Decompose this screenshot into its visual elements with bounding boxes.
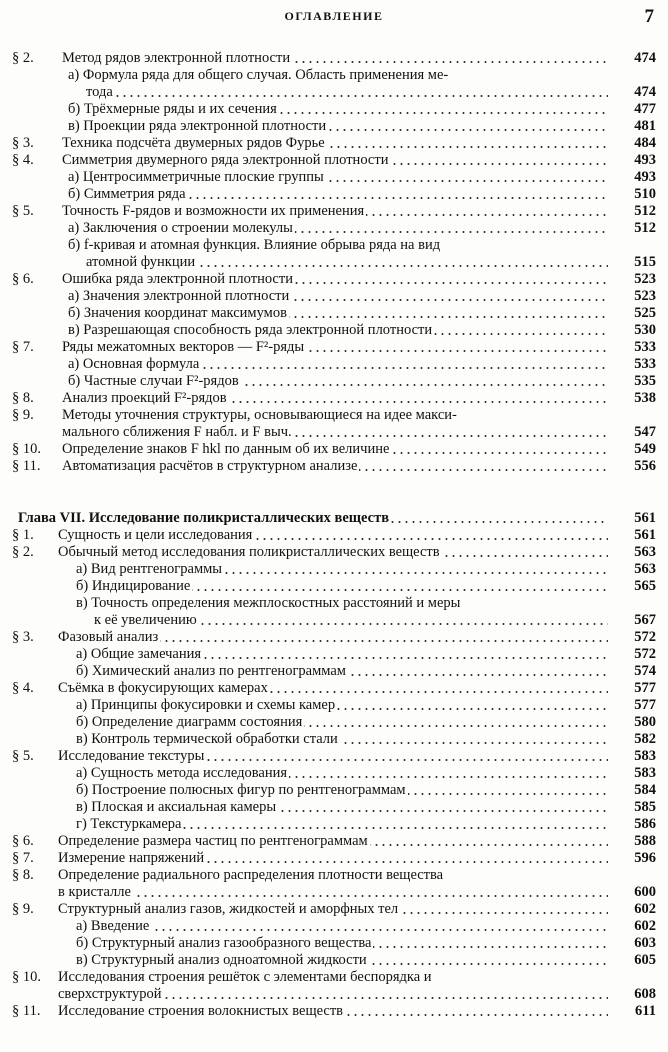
- toc-section: [0, 867, 668, 884]
- toc-entry-title: а) Введение: [76, 918, 608, 935]
- toc-section: [0, 458, 668, 475]
- toc-page-number: 602: [634, 918, 656, 934]
- toc-section: [0, 901, 668, 918]
- toc-page-number: 563: [634, 561, 656, 577]
- toc-subsection: [0, 697, 668, 714]
- toc-entry-title: Метод рядов электронной плотности: [62, 50, 608, 67]
- toc-subsection: [0, 816, 668, 833]
- toc-page-number: 512: [634, 203, 656, 219]
- toc-page-number: 586: [634, 816, 656, 832]
- toc-subsection: [0, 612, 668, 629]
- toc-entry-title: Структурный анализ газов, жидкостей и аморфных тел: [58, 901, 608, 918]
- toc-entry-title: Сущность и цели исследования: [58, 527, 608, 544]
- toc-section-number: § 11.: [12, 458, 41, 474]
- toc-page-number: 535: [634, 373, 656, 389]
- toc-entry-title: а) Вид рентгенограммы: [76, 561, 608, 578]
- toc-page-number: 538: [634, 390, 656, 406]
- toc-subsection: [0, 67, 668, 84]
- toc-section-number: § 9.: [12, 901, 34, 917]
- toc-page-number: 512: [634, 220, 656, 236]
- toc-page-number: 577: [634, 680, 656, 696]
- toc-page-number: 588: [634, 833, 656, 849]
- toc-subsection: [0, 646, 668, 663]
- toc-section: [0, 203, 668, 220]
- toc-entry-title: Методы уточнения структуры, основывающиеся на идее макси-: [62, 407, 457, 423]
- toc-subsection: [0, 918, 668, 935]
- toc-page-number: 549: [634, 441, 656, 457]
- toc-entry-title: б) Построение полюсных фигур по рентгенограммам: [76, 782, 608, 799]
- toc-page-number: 533: [634, 356, 656, 372]
- toc-page-number: 577: [634, 697, 656, 713]
- toc-entry-title: Ряды межатомных векторов — F²-ряды: [62, 339, 608, 356]
- toc-subsection: [0, 782, 668, 799]
- toc-entry-title: б) Химический анализ по рентгенограммам: [76, 663, 608, 680]
- toc-page-number: 477: [634, 101, 656, 117]
- toc-page-number: 515: [634, 254, 656, 270]
- toc-page-number: 561: [634, 510, 656, 526]
- toc-page-number: 585: [634, 799, 656, 815]
- toc-entry-title: Исследование текстуры: [58, 748, 608, 765]
- toc-subsection: [0, 186, 668, 203]
- toc-page-number: 523: [634, 288, 656, 304]
- toc-entry-title: Фазовый анализ: [58, 629, 608, 646]
- toc-subsection: [0, 884, 668, 901]
- toc-entry-title: сверхструктурой: [58, 986, 608, 1003]
- toc-subsection: [0, 424, 668, 441]
- toc-page-number: 547: [634, 424, 656, 440]
- toc-page-number: 572: [634, 646, 656, 662]
- toc-subsection: [0, 663, 668, 680]
- toc-page-number: 523: [634, 271, 656, 287]
- toc-section: [0, 407, 668, 424]
- toc-page-number: 474: [634, 50, 656, 66]
- toc-page-number: 584: [634, 782, 656, 798]
- toc-page-number: 525: [634, 305, 656, 321]
- running-title: ОГЛАВЛЕНИЕ: [284, 9, 384, 23]
- toc-subsection: [0, 84, 668, 101]
- toc-entry-title: в) Разрешающая способность ряда электронной плотности: [68, 322, 608, 339]
- toc-entry-title: а) Сущность метода исследования: [76, 765, 608, 782]
- toc-section-number: § 3.: [12, 629, 34, 645]
- toc-page-number: 600: [634, 884, 656, 900]
- toc-entry-title: Определение размера частиц по рентгенограммам: [58, 833, 608, 850]
- toc-entry-title: а) Формула ряда для общего случая. Область применения ме-: [68, 67, 449, 83]
- toc-entry-title: а) Значения электронной плотности: [68, 288, 608, 305]
- toc-subsection: [0, 578, 668, 595]
- toc-entry-title: б) Значения координат максимумов: [68, 305, 608, 322]
- toc-entry-title: тода: [86, 84, 608, 101]
- toc-entry-title: Обычный метод исследования поликристаллических веществ: [58, 544, 608, 561]
- toc-subsection: [0, 101, 668, 118]
- toc-section: [0, 680, 668, 697]
- toc-page-number: 572: [634, 629, 656, 645]
- toc-subsection: [0, 765, 668, 782]
- toc-section-number: § 6.: [12, 271, 34, 287]
- toc-subsection: [0, 254, 668, 271]
- toc-section: [0, 527, 668, 544]
- toc-entry-title: Анализ проекций F²-рядов: [62, 390, 608, 407]
- table-of-contents: [0, 50, 668, 1020]
- toc-section-number: § 9.: [12, 407, 34, 423]
- toc-section: [0, 441, 668, 458]
- toc-entry-title: в) Структурный анализ одноатомной жидкости: [76, 952, 608, 969]
- toc-section-number: § 2.: [12, 544, 34, 560]
- toc-entry-title: в кристалле: [58, 884, 608, 901]
- toc-page-number: 556: [634, 458, 656, 474]
- toc-page-number: 603: [634, 935, 656, 951]
- toc-entry-title: б) Частные случаи F²-рядов: [68, 373, 608, 390]
- toc-section-number: § 10.: [12, 441, 41, 457]
- toc-entry-title: б) Трёхмерные ряды и их сечения: [68, 101, 608, 118]
- toc-entry-title: Определение знаков F hkl по данным об их величине: [62, 441, 608, 458]
- toc-entry-title: а) Принципы фокусировки и схемы камер: [76, 697, 608, 714]
- toc-entry-title: Ошибка ряда электронной плотности: [62, 271, 608, 288]
- toc-entry-title: б) Структурный анализ газообразного вещества: [76, 935, 608, 952]
- toc-page-number: 611: [635, 1003, 656, 1019]
- toc-entry-title: Измерение напряжений: [58, 850, 608, 867]
- toc-page-number: 574: [634, 663, 656, 679]
- toc-section: [0, 339, 668, 356]
- toc-entry-title: в) Проекции ряда электронной плотности: [68, 118, 608, 135]
- toc-subsection: [0, 220, 668, 237]
- toc-entry-title: Симметрия двумерного ряда электронной плотности: [62, 152, 608, 169]
- toc-subsection: [0, 169, 668, 186]
- toc-entry-title: в) Плоская и аксиальная камеры: [76, 799, 608, 816]
- toc-page-number: 567: [634, 612, 656, 628]
- toc-entry-title: а) Центросимметричные плоские группы: [68, 169, 608, 186]
- toc-page-number: 596: [634, 850, 656, 866]
- toc-page-number: 608: [634, 986, 656, 1002]
- toc-chapter-heading: [0, 475, 668, 527]
- toc-section-number: § 1.: [12, 527, 34, 543]
- toc-entry-title: Глава VII. Исследование поликристаллических веществ: [18, 510, 608, 527]
- toc-entry-title: б) f-кривая и атомная функция. Влияние обрыва ряда на вид: [68, 237, 441, 253]
- toc-subsection: [0, 356, 668, 373]
- toc-section: [0, 969, 668, 986]
- toc-page-number: 605: [634, 952, 656, 968]
- toc-section: [0, 135, 668, 152]
- toc-entry-title: в) Контроль термической обработки стали: [76, 731, 608, 748]
- toc-page-number: 493: [634, 169, 656, 185]
- toc-entry-title: Автоматизация расчётов в структурном анализе: [62, 458, 608, 475]
- toc-page-number: 580: [634, 714, 656, 730]
- toc-section: [0, 1003, 668, 1020]
- toc-section-number: § 6.: [12, 833, 34, 849]
- page-number: 7: [644, 6, 654, 27]
- toc-page-number: 533: [634, 339, 656, 355]
- toc-subsection: [0, 237, 668, 254]
- toc-entry-title: а) Заключения о строении молекулы: [68, 220, 608, 237]
- toc-section: [0, 629, 668, 646]
- toc-section-number: § 4.: [12, 152, 34, 168]
- toc-section: [0, 271, 668, 288]
- toc-entry-title: в) Точность определения межплоскостных расстояний и меры: [76, 595, 461, 611]
- toc-subsection: [0, 373, 668, 390]
- page-header: [0, 6, 668, 30]
- toc-section: [0, 748, 668, 765]
- toc-page-number: 493: [634, 152, 656, 168]
- toc-subsection: [0, 595, 668, 612]
- toc-section-number: § 11.: [12, 1003, 41, 1019]
- toc-section-number: § 3.: [12, 135, 34, 151]
- toc-section-number: § 5.: [12, 203, 34, 219]
- toc-section-number: § 10.: [12, 969, 41, 985]
- toc-subsection: [0, 714, 668, 731]
- toc-section-number: § 5.: [12, 748, 34, 764]
- toc-section: [0, 390, 668, 407]
- toc-section-number: § 8.: [12, 390, 34, 406]
- toc-page-number: 561: [634, 527, 656, 543]
- toc-subsection: [0, 935, 668, 952]
- toc-entry-title: а) Основная формула: [68, 356, 608, 373]
- toc-section: [0, 833, 668, 850]
- toc-section-number: § 4.: [12, 680, 34, 696]
- toc-subsection: [0, 288, 668, 305]
- toc-entry-title: Техника подсчёта двумерных рядов Фурье: [62, 135, 608, 152]
- toc-entry-title: мального сближения F набл. и F выч.: [62, 424, 608, 441]
- toc-entry-title: к её увеличению: [94, 612, 608, 629]
- toc-entry-title: Точность F-рядов и возможности их применения: [62, 203, 608, 220]
- toc-section-number: § 2.: [12, 50, 34, 66]
- toc-entry-title: атомной функции: [86, 254, 608, 271]
- toc-page-number: 510: [634, 186, 656, 202]
- toc-subsection: [0, 731, 668, 748]
- toc-section: [0, 544, 668, 561]
- toc-subsection: [0, 799, 668, 816]
- toc-entry-title: б) Определение диаграмм состояния: [76, 714, 608, 731]
- toc-section: [0, 50, 668, 67]
- toc-page-number: 583: [634, 765, 656, 781]
- toc-section: [0, 152, 668, 169]
- toc-subsection: [0, 118, 668, 135]
- toc-entry-title: Определение радиального распределения плотности вещества: [58, 867, 444, 883]
- toc-page-number: 563: [634, 544, 656, 560]
- toc-section-number: § 7.: [12, 339, 34, 355]
- toc-entry-title: Исследование строения волокнистых веществ: [58, 1003, 608, 1020]
- toc-subsection: [0, 305, 668, 322]
- toc-subsection: [0, 322, 668, 339]
- toc-entry-title: б) Симметрия ряда: [68, 186, 608, 203]
- toc-page-number: 474: [634, 84, 656, 100]
- toc-entry-title: а) Общие замечания: [76, 646, 608, 663]
- toc-page-number: 565: [634, 578, 656, 594]
- toc-page-number: 583: [634, 748, 656, 764]
- toc-page-number: 481: [634, 118, 656, 134]
- toc-page-number: 484: [634, 135, 656, 151]
- toc-subsection: [0, 986, 668, 1003]
- toc-entry-title: б) Индицирование: [76, 578, 608, 595]
- toc-page-number: 530: [634, 322, 656, 338]
- toc-section-number: § 8.: [12, 867, 34, 883]
- toc-page-number: 602: [634, 901, 656, 917]
- toc-section: [0, 850, 668, 867]
- toc-section-number: § 7.: [12, 850, 34, 866]
- toc-subsection: [0, 561, 668, 578]
- toc-entry-title: г) Текстуркамера: [76, 816, 608, 833]
- toc-subsection: [0, 952, 668, 969]
- toc-entry-title: Исследования строения решёток с элементами беспорядка и: [58, 969, 432, 985]
- toc-entry-title: Съёмка в фокусирующих камерах: [58, 680, 608, 697]
- toc-page-number: 582: [634, 731, 656, 747]
